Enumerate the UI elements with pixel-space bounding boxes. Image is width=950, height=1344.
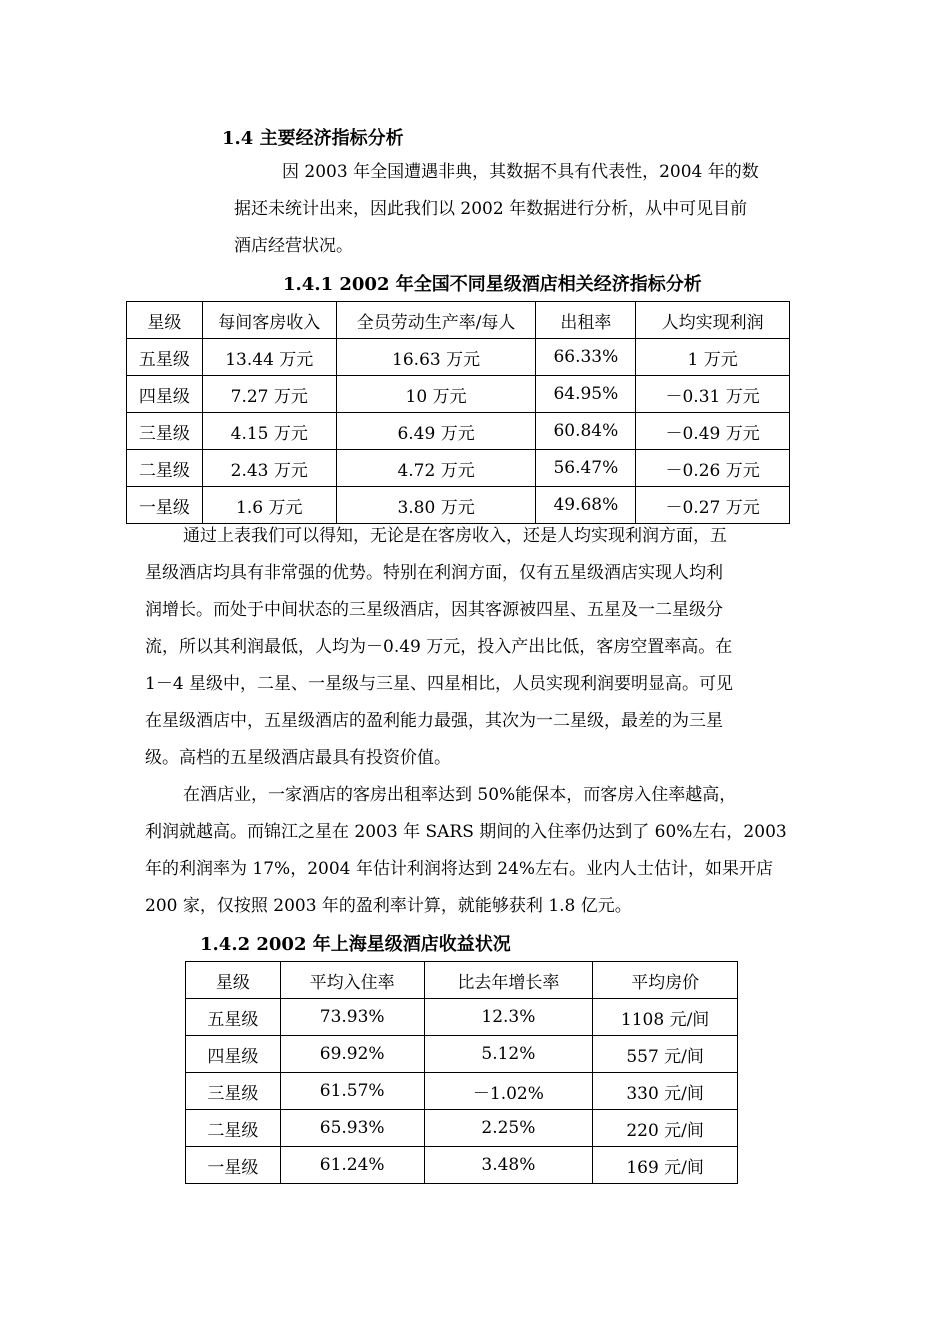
header-cell: 比去年增长率 <box>424 962 593 999</box>
table-row <box>127 413 790 450</box>
section-heading: 1.4 主要经济指标分析 <box>222 128 404 149</box>
intro-line: 据还未统计出来，因此我们以 2002 年数据进行分析，从中可见目前 <box>234 199 748 219</box>
table-cell: 五星级 <box>127 339 203 376</box>
header-cell: 出租率 <box>536 302 636 339</box>
table-header-row <box>186 962 738 999</box>
header-cell: 人均实现利润 <box>636 302 790 339</box>
table-cell: －1.02% <box>424 1073 593 1110</box>
table-row <box>186 1073 738 1110</box>
table-cell: 二星级 <box>127 450 203 487</box>
analysis-line: 润增长。而处于中间状态的三星级酒店，因其客源被四星、五星及一二星级分 <box>145 600 723 620</box>
table-cell: 4.72 万元 <box>336 450 536 487</box>
table-cell: 330 元/间 <box>593 1073 738 1110</box>
table-cell: 73.93% <box>280 999 424 1036</box>
table-shanghai-star-hotels <box>185 961 738 1184</box>
table-row <box>186 1036 738 1073</box>
table-cell: 6.49 万元 <box>336 413 536 450</box>
table-cell: 1108 元/间 <box>593 999 738 1036</box>
table-national-star-hotels <box>126 301 790 524</box>
header-cell: 平均入住率 <box>280 962 424 999</box>
table-cell: 56.47% <box>536 450 636 487</box>
table-row <box>127 376 790 413</box>
table-cell: 10 万元 <box>336 376 536 413</box>
analysis-line: 级。高档的五星级酒店最具有投资价值。 <box>145 748 451 768</box>
table-cell: 61.24% <box>280 1147 424 1184</box>
table-cell: 1 万元 <box>636 339 790 376</box>
table-cell: 169 元/间 <box>593 1147 738 1184</box>
table-cell: 65.93% <box>280 1110 424 1147</box>
table-cell: 64.95% <box>536 376 636 413</box>
table-cell: 3.48% <box>424 1147 593 1184</box>
analysis-line: 星级酒店均具有非常强的优势。特别在利润方面，仅有五星级酒店实现人均利 <box>145 563 723 583</box>
header-cell: 平均房价 <box>593 962 738 999</box>
header-cell: 每间客房收入 <box>202 302 336 339</box>
table2-title: 1.4.2 2002 年上海星级酒店收益状况 <box>200 934 511 955</box>
table-row <box>186 1147 738 1184</box>
table-cell: 三星级 <box>127 413 203 450</box>
analysis-line: 在星级酒店中，五星级酒店的盈利能力最强，其次为一二星级，最差的为三星 <box>145 711 723 731</box>
table-cell: 2.43 万元 <box>202 450 336 487</box>
intro-line: 因 2003 年全国遭遇非典，其数据不具有代表性，2004 年的数 <box>282 162 759 182</box>
table-cell: 60.84% <box>536 413 636 450</box>
analysis-line: 200 家，仅按照 2003 年的盈利率计算，就能够获利 1.8 亿元。 <box>145 896 632 916</box>
table-row <box>186 999 738 1036</box>
table-cell: －0.31 万元 <box>636 376 790 413</box>
table1-title: 1.4.1 2002 年全国不同星级酒店相关经济指标分析 <box>283 274 702 295</box>
table-cell: 一星级 <box>127 487 203 524</box>
table-cell: 一星级 <box>186 1147 281 1184</box>
table-cell: 五星级 <box>186 999 281 1036</box>
table-row <box>127 339 790 376</box>
table-cell: 61.57% <box>280 1073 424 1110</box>
intro-paragraph <box>234 154 814 265</box>
table-cell: 3.80 万元 <box>336 487 536 524</box>
table-row <box>127 450 790 487</box>
table-cell: 2.25% <box>424 1110 593 1147</box>
table-row <box>186 1110 738 1147</box>
analysis-line: 流，所以其利润最低，人均为－0.49 万元，投入产出比低，客房空置率高。在 <box>145 637 733 657</box>
table-cell: 49.68% <box>536 487 636 524</box>
analysis-line: 在酒店业，一家酒店的客房出租率达到 50%能保本，而客房入住率越高， <box>183 785 737 805</box>
table-cell: 220 元/间 <box>593 1110 738 1147</box>
table-cell: 16.63 万元 <box>336 339 536 376</box>
analysis-line: 年的利润率为 17%，2004 年估计利润将达到 24%左右。业内人士估计，如果开店 <box>145 859 774 879</box>
table-cell: 四星级 <box>186 1036 281 1073</box>
analysis-line: 通过上表我们可以得知，无论是在客房收入，还是人均实现利润方面，五 <box>183 526 727 546</box>
header-cell: 星级 <box>127 302 203 339</box>
table-cell: 557 元/间 <box>593 1036 738 1073</box>
table-cell: 69.92% <box>280 1036 424 1073</box>
table-cell: 1.6 万元 <box>202 487 336 524</box>
table-cell: －0.49 万元 <box>636 413 790 450</box>
table-cell: 二星级 <box>186 1110 281 1147</box>
header-cell: 全员劳动生产率/每人 <box>336 302 536 339</box>
analysis-line: 利润就越高。而锦江之星在 2003 年 SARS 期间的入住率仍达到了 60%左右，2003 <box>145 822 787 842</box>
analysis-line: 1－4 星级中，二星、一星级与三星、四星相比，人员实现利润要明显高。可见 <box>145 674 734 694</box>
table-cell: －0.27 万元 <box>636 487 790 524</box>
table-header-row <box>127 302 790 339</box>
intro-line: 酒店经营状况。 <box>234 236 353 256</box>
table-cell: 66.33% <box>536 339 636 376</box>
table-cell: 三星级 <box>186 1073 281 1110</box>
analysis-paragraph-2 <box>145 777 810 925</box>
table-cell: 四星级 <box>127 376 203 413</box>
table-cell: 4.15 万元 <box>202 413 336 450</box>
table-cell: 7.27 万元 <box>202 376 336 413</box>
table-cell: 12.3% <box>424 999 593 1036</box>
table-cell: 5.12% <box>424 1036 593 1073</box>
table-cell: 13.44 万元 <box>202 339 336 376</box>
table-cell: －0.26 万元 <box>636 450 790 487</box>
header-cell: 星级 <box>186 962 281 999</box>
analysis-paragraph-1 <box>145 518 810 777</box>
